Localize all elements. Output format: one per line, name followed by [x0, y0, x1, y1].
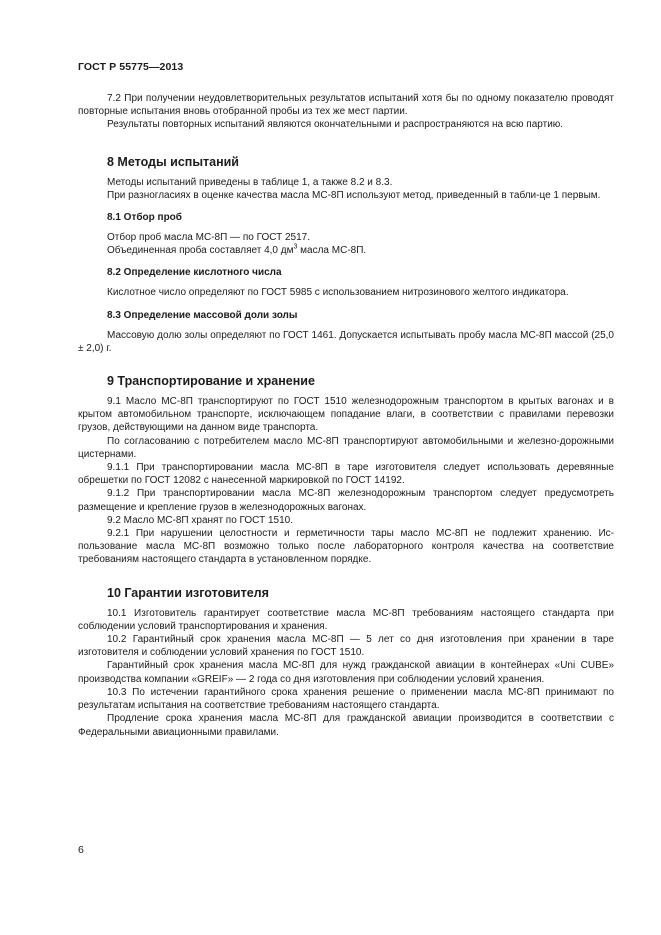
section-8-2-title: 8.2 Определение кислотного числа — [107, 267, 282, 279]
standard-designation: ГОСТ Р 55775—2013 — [78, 61, 184, 73]
paragraph-9-2: 9.2 Масло МС-8П хранят по ГОСТ 1510. — [107, 514, 293, 526]
paragraph-8-1-combined: Объединенная проба составляет 4,0 $дм^3$ масла МС-8П. — [107, 243, 367, 257]
paragraph-8-disputes: При разногласиях в оценке качества масла МС-8П используют метод, приведенный в табли-це 1 первым. — [107, 189, 601, 201]
section-8-1-title: 8.1 Отбор проб — [107, 212, 182, 224]
paragraph-8-methods: Методы испытаний приведены в таблице 1, а также 8.2 и 8.3. — [107, 176, 393, 188]
section-8-3-title: 8.3 Определение массовой доли золы — [107, 309, 298, 321]
page-number: 6 — [78, 844, 84, 856]
paragraph-8-2: Кислотное число определяют по ГОСТ 5985 с использованием нитрозинового желтого индикатора. — [107, 287, 569, 299]
paragraph-9-1-agreement: По согласованию с потребителем масло МС-8П транспортируют автомобильными и железно-дорожными цистернами. — [78, 435, 614, 460]
paragraph-10-2-aviation: Гарантийный срок хранения масла МС-8П для нужд гражданской авиации в контейнерах «Uni CUBE» производства компании «GREIF» — 2 года со дня изготовления при соблюдении условий хранения. — [78, 660, 614, 685]
paragraph-9-1-1: 9.1.1 При транспортировании масла МС-8П в таре изготовителя следует использовать деревянные обрешетки по ГОСТ 12082 с нанесенной маркировкой по ГОСТ 14192. — [78, 462, 614, 487]
paragraph-10-1: 10.1 Изготовитель гарантирует соответствие масла МС-8П требованиям настоящего стандарта при соблюдении условий транспортирования и хранения. — [78, 607, 614, 632]
paragraph-7-2: 7.2 При получении неудовлетворительных результатов испытаний хотя бы по одному показателю проводят повторные испытания вновь отобранной пробы из тех же мест партии. — [78, 93, 614, 118]
section-8-title: 8 Методы испытаний — [107, 154, 239, 169]
document-body — [78, 92, 614, 739]
paragraph-9-1-2: 9.1.2 При транспортировании масла МС-8П железнодорожным транспортом следует предусмотреть размещение и крепление грузов в железнодорожных вагонах. — [78, 488, 614, 513]
paragraph-10-3: 10.3 По истечении гарантийного срока хранения решение о применении масла МС-8П принимают по результатам испытания на соответствие требованиям настоящего стандарта. — [78, 686, 614, 712]
paragraph-8-1-sampling: Отбор проб масла МС-8П — по ГОСТ 2517. — [107, 232, 311, 244]
paragraph-7-2-results: Результаты повторных испытаний являются окончательными и распространяются на всю партию. — [107, 119, 564, 131]
section-9-title: 9 Транспортирование и хранение — [107, 374, 315, 389]
paragraph-10-3-extension: Продление срока хранения масла МС-8П для гражданской авиации производится в соответствии с Федеральными авиационными правилами. — [78, 713, 614, 738]
section-10-title: 10 Гарантии изготовителя — [107, 585, 269, 600]
paragraph-10-2: 10.2 Гарантийный срок хранения масла МС-8П — 5 лет со дня изготовления при хранении в таре изготовителя и соблюдении условий хранения по ГОСТ 1510. — [78, 634, 614, 659]
paragraph-8-3: Массовую долю золы определяют по ГОСТ 1461. Допускается испытывать пробу масла МС-8П массой (25,0 ± 2,0) г. — [78, 329, 614, 354]
paragraph-9-1: 9.1 Масло МС-8П транспортируют по ГОСТ 1510 железнодорожным транспортом в крытых вагонах и в крытом автомобильном транспорте, исключающем попадание влаги, в соответствии с правилами перевозки грузов, действующими на данном виде транспорта. — [78, 396, 614, 434]
paragraph-9-2-1: 9.2.1 При нарушении целостности и герметичности тары масло МС-8П не подлежит хранению. Ис-пользование масла МС-8П возможно только после лабораторного контроля качества на соответствие требованиям настоящего стандарта в установленном порядке. — [78, 528, 614, 566]
